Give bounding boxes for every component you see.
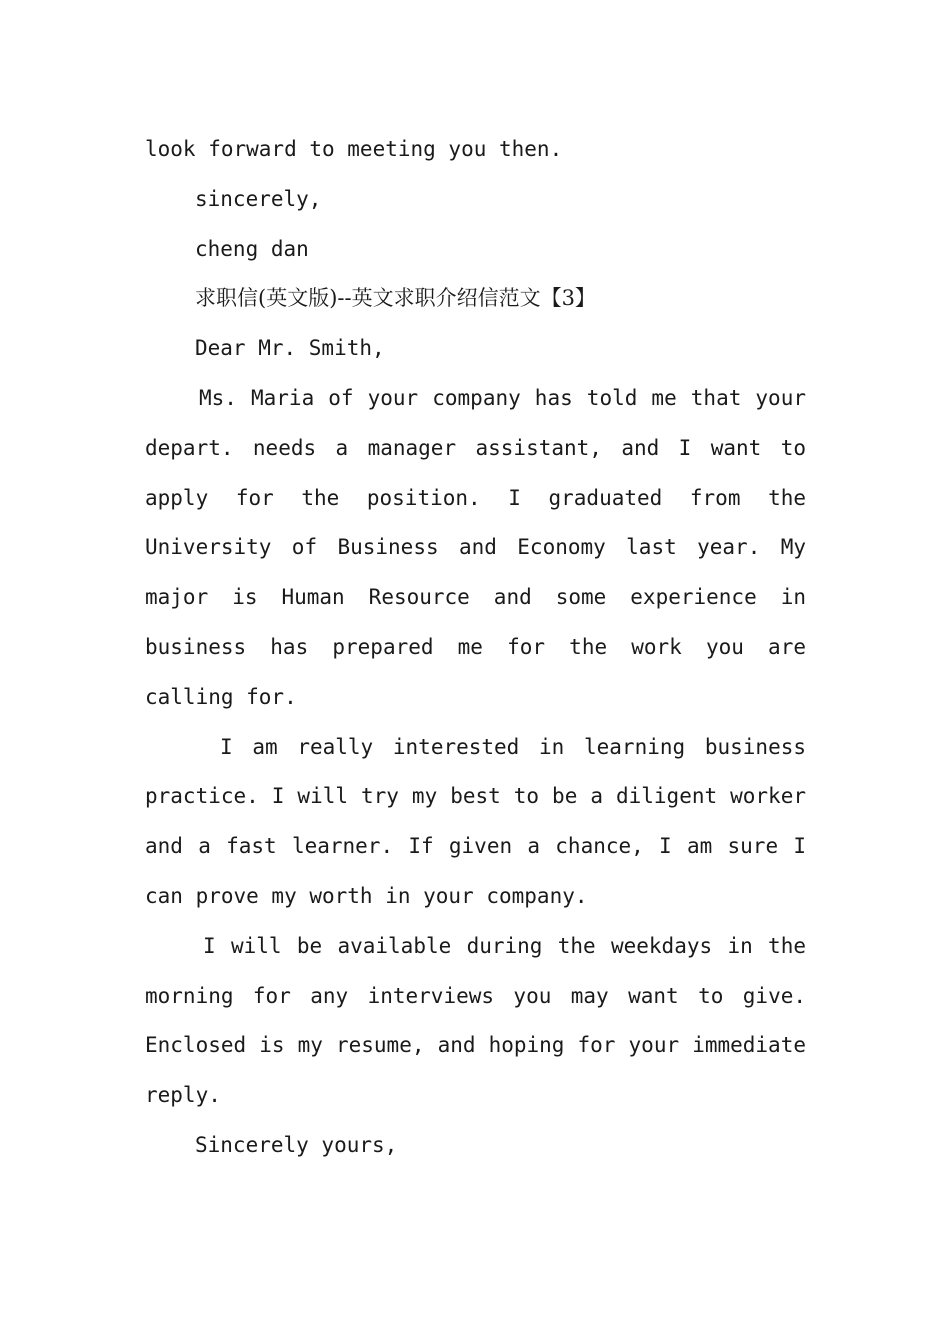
- signature-name: cheng dan: [195, 236, 309, 261]
- closing-line: look forward to meeting you then.: [145, 137, 563, 161]
- letter-body: [145, 125, 806, 1171]
- paragraph-intro: Ms. Maria of your company has told me that your depart. needs a manager assistant, and I want to apply for the position. I graduated from the University of Business and Economy last year. My major is Human Resource and some experience in business has prepared me for the work you are calling for.: [145, 385, 806, 709]
- salutation: Dear Mr. Smith,: [195, 336, 385, 361]
- paragraph-availability: I will be available during the weekdays in the morning for any interviews you may want to give. Enclosed is my resume, and hoping for your immediate reply.: [145, 933, 806, 1108]
- paragraph-interest: I am really interested in learning business practice. I will try my best to be a diligent worker and a fast learner. If given a chance, I am sure I can prove my worth in your company.: [145, 734, 806, 908]
- final-sign-off: Sincerely yours,: [195, 1132, 398, 1157]
- section-heading: 求职信(英文版)--英文求职介绍信范文【3】: [195, 286, 596, 311]
- sign-off: sincerely,: [195, 186, 322, 211]
